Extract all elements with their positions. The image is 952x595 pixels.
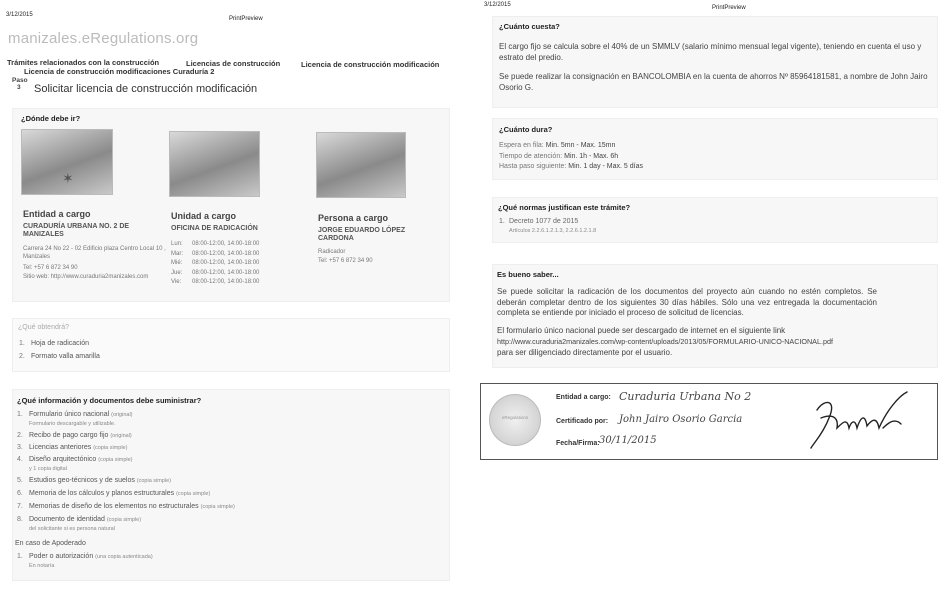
where-title: ¿Dónde debe ir? xyxy=(21,114,81,123)
entity-label: Entidad a cargo: xyxy=(556,394,611,401)
documents-list xyxy=(17,410,437,534)
duration-title: ¿Cuánto dura? xyxy=(499,125,553,134)
cost-title: ¿Cuánto cuesta? xyxy=(499,22,560,31)
seal-stamp xyxy=(489,394,541,446)
person-phone: Tel: +57 6 872 34 90 xyxy=(318,258,373,264)
seal-text: eRegulations xyxy=(501,415,529,420)
good-to-know-panel xyxy=(492,264,938,368)
entity-phone: Tel: +57 6 872 34 90 xyxy=(23,265,78,271)
hours-row: Jue: 08:00-12:00, 14:00-18:00 xyxy=(171,269,260,276)
documents-title: ¿Qué información y documentos debe suministrar? xyxy=(17,396,202,405)
obtain-list xyxy=(19,339,100,361)
breadcrumb-item-4[interactable]: Licencia de construcción modificaciones Curaduría 2 xyxy=(24,67,215,76)
documents-panel xyxy=(12,389,450,581)
person-role: Radicador xyxy=(318,249,346,255)
cost-text-1: El cargo fijo se calcula sobre el 40% de un SMMLV (salario mínimo mensual legal vigente), teniendo en cuenta el uso y estrato del predio. xyxy=(499,42,922,62)
list-item: 2. Formato valla amarilla xyxy=(19,353,100,360)
entity-address: Carrera 24 No 22 - 02 Edificio plaza Centro Local 10 , Manizales xyxy=(23,246,166,260)
duration-row: Espera en fila: Min. 5mn - Max. 15mn xyxy=(499,142,616,149)
step-label: Paso xyxy=(12,77,28,84)
person-name: JORGE EDUARDO LÓPEZ CARDONA xyxy=(318,227,406,242)
list-item: 3. Licencias anteriores (copia simple) xyxy=(17,444,128,451)
hours-row: Vie: 08:00-12:00, 14:00-18:00 xyxy=(171,279,260,285)
good-to-know-text-1: Se puede solicitar la radicación de los documentos del proyecto aún cuando no estén completos. Se deberán completar dentro de los siguientes 30 días hábiles. Sólo una vez entregada la documentación completa se entiende por iniciado el proceso de solicitud de licencias. xyxy=(497,287,877,317)
date-value: 30/11/2015 xyxy=(599,435,657,446)
list-item: 7. Memorias de diseño de los elementos no estructurales (copia simple) xyxy=(17,503,235,510)
list-item: 4. Diseño arquitectónico (copia simple) y 1 copia digital xyxy=(17,456,133,472)
unit-name: OFICINA DE RADICACIÓN xyxy=(171,225,258,232)
signature xyxy=(803,388,923,454)
print-date: 3/12/2015 xyxy=(6,12,33,18)
cost-panel xyxy=(492,16,938,108)
entity-website-link[interactable]: Sitio web: http://www.curaduria2manizales.com xyxy=(23,274,149,280)
norms-panel xyxy=(492,197,938,243)
unit-hours xyxy=(171,240,259,288)
entity-value: Curaduria Urbana No 2 xyxy=(619,390,752,403)
list-item: 5. Estudios geo-técnicos y de suelos (copia simple) xyxy=(17,477,172,484)
unit-photo xyxy=(169,131,260,197)
norms-title: ¿Qué normas justifican este trámite? xyxy=(498,203,631,212)
breadcrumb-item-1[interactable]: Trámites relacionados con la construcción xyxy=(7,58,160,67)
good-to-know-title: Es bueno saber... xyxy=(497,270,559,279)
obtain-title: ¿Qué obtendrá? xyxy=(18,324,69,331)
entity-photo xyxy=(21,129,113,195)
unit-heading: Unidad a cargo xyxy=(171,211,237,221)
step-number: 3 xyxy=(17,84,21,91)
hours-row: Mar: 08:00-12:00, 14:00-18:00 xyxy=(171,250,260,257)
proxy-heading: En caso de Apoderado xyxy=(15,540,86,547)
hours-row: Lun: 08:00-12:00, 14:00-18:00 xyxy=(171,241,260,247)
breadcrumb-item-3[interactable]: Licencia de construcción modificación xyxy=(301,60,440,69)
norm-articles: Artículos 2.2.6.1.2.1.3, 2.2.6.1.2.1.8 xyxy=(509,228,597,234)
list-item: 6. Memoria de los cálculos y planos estructurales (copia simple) xyxy=(17,490,211,497)
where-panel xyxy=(12,108,450,302)
duration-row: Hasta paso siguiente: Min. 1 day - Max. 5 días xyxy=(499,163,643,170)
good-to-know-text-3: para ser diligenciado directamente por el usuario. xyxy=(497,348,673,357)
person-heading: Persona a cargo xyxy=(318,213,389,223)
duration-rows xyxy=(499,141,643,173)
entity-name: CURADURÍA URBANA NO. 2 DE MANIZALES xyxy=(23,223,130,238)
print-date-right: 3/12/2015 xyxy=(484,2,511,8)
certified-label: Certificado por: xyxy=(556,418,609,425)
list-item: 1. Formulario único nacional (original) Formulario descargable y utilizable. xyxy=(17,411,133,427)
good-to-know-text-2: El formulario único nacional puede ser descargado de internet en el siguiente link xyxy=(497,326,786,335)
norm-item[interactable]: 1. Decreto 1077 de 2015 xyxy=(499,218,579,225)
list-item: 1. Hoja de radicación xyxy=(19,340,89,347)
hours-row: Mié: 08:00-12:00, 14:00-18:00 xyxy=(171,260,260,266)
entity-heading: Entidad a cargo xyxy=(23,209,91,219)
certified-value: John Jairo Osorio Garcia xyxy=(619,414,743,425)
star-logo-icon: ✶ xyxy=(62,170,74,186)
site-logo[interactable]: manizales.eRegulations.org xyxy=(8,30,199,47)
proxy-list xyxy=(17,552,437,571)
cost-text-2: Se puede realizar la consignación en BANCOLOMBIA en la cuenta de ahorros Nº 85964181581, a nombre de John Jairo Osorio G. xyxy=(499,72,928,92)
person-photo xyxy=(316,132,406,198)
obtain-panel xyxy=(12,318,450,372)
list-item: 1. Poder o autorización (una copia autenticada) En notaría xyxy=(17,553,153,569)
list-item: 2. Recibo de pago cargo fijo (original) xyxy=(17,432,132,439)
form-download-link[interactable]: http://www.curaduria2manizales.com/wp-content/uploads/2013/05/FORMULARIO-UNICO-NACIONAL.pdf xyxy=(497,337,833,346)
page-title: Solicitar licencia de construcción modificación xyxy=(34,83,258,95)
duration-panel xyxy=(492,118,938,180)
breadcrumb-item-2[interactable]: Licencias de construcción xyxy=(186,59,281,68)
print-title-right: PrintPreview xyxy=(712,5,746,11)
print-title: PrintPreview xyxy=(229,16,263,22)
list-item: 8. Documento de identidad (copia simple) del solicitante si es persona natural xyxy=(17,516,142,532)
duration-row: Tiempo de atención: Min. 1h - Max. 6h xyxy=(499,152,619,160)
date-label: Fecha/Firma: xyxy=(556,440,600,447)
certification-box xyxy=(480,383,938,460)
